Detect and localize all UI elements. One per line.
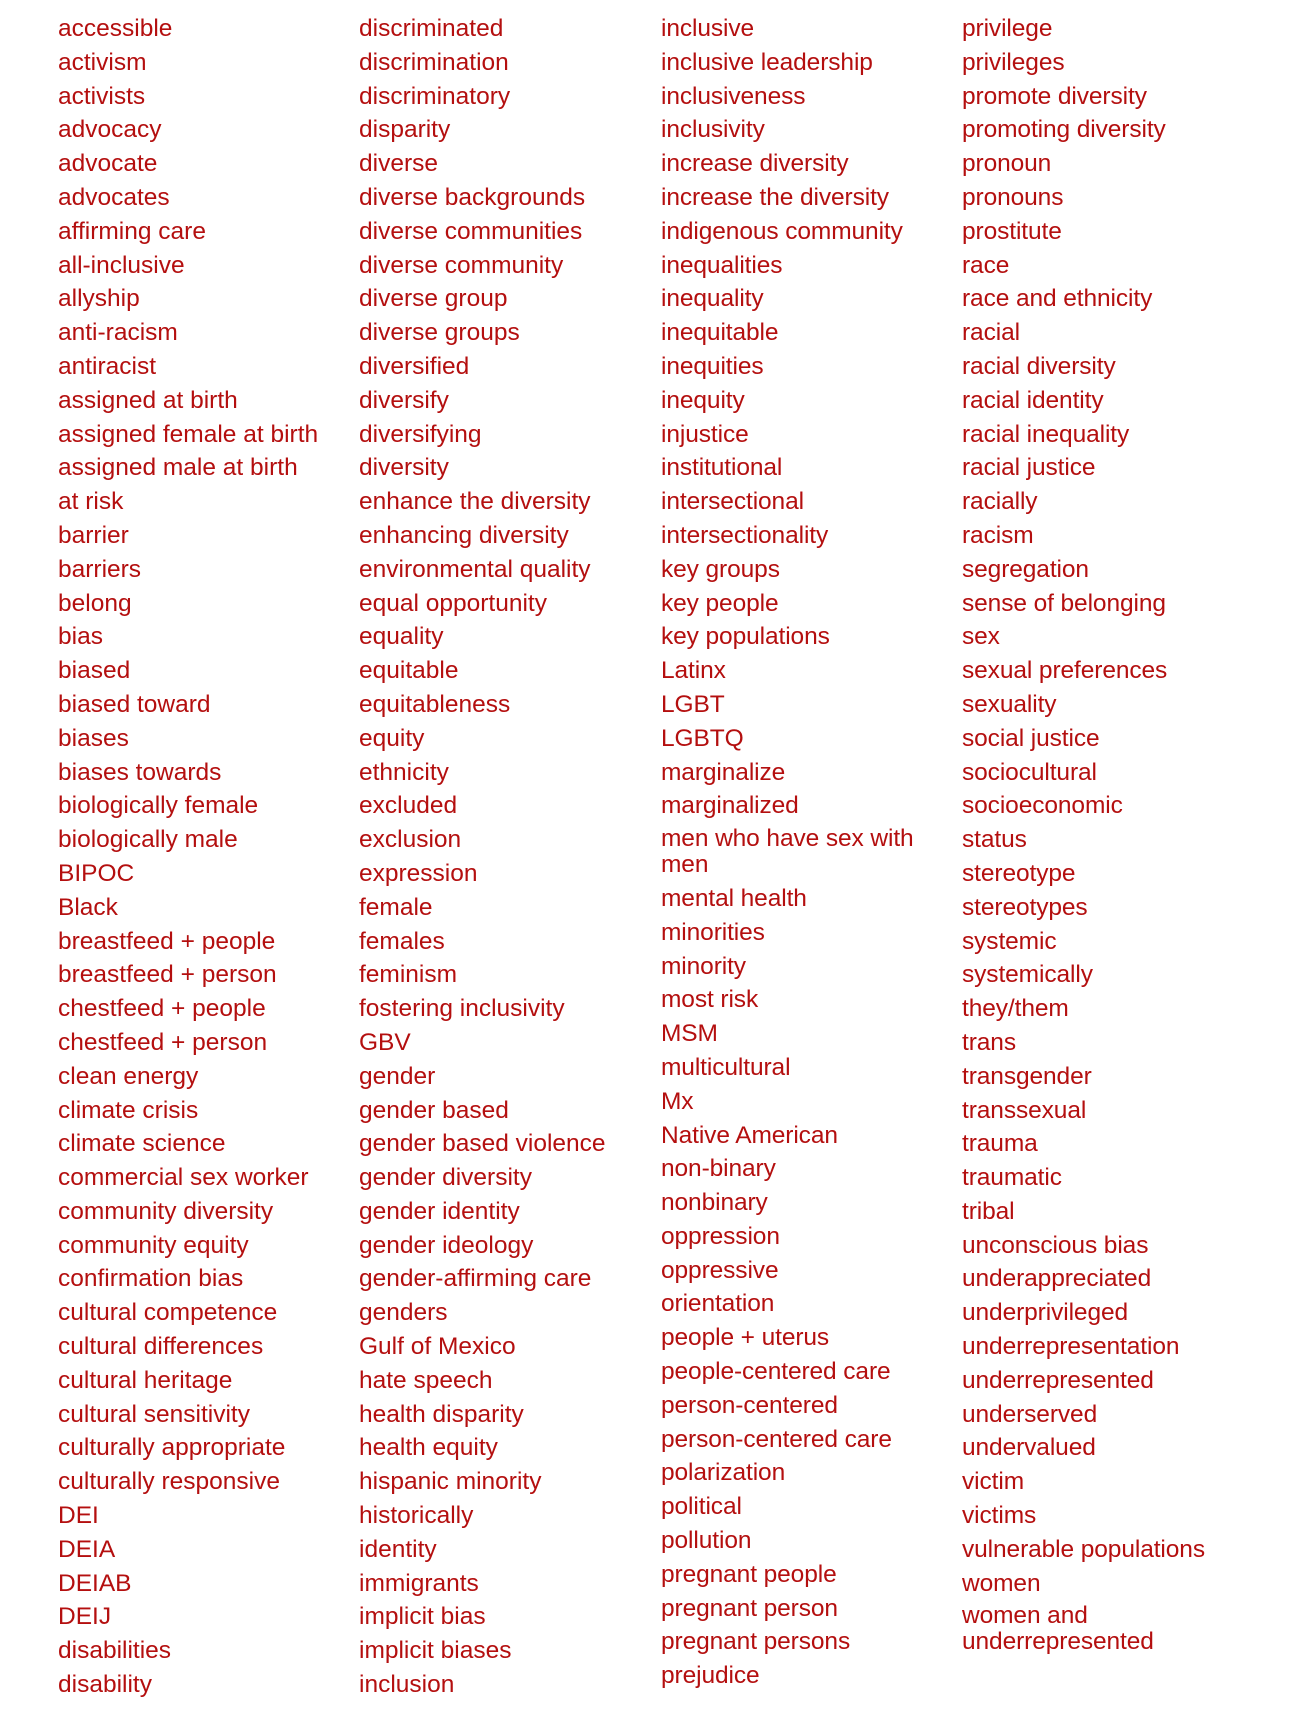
word-item: climate science bbox=[58, 1130, 226, 1158]
word-item: socioeconomic bbox=[962, 792, 1123, 820]
word-item: DEIAB bbox=[58, 1569, 132, 1597]
word-item: prejudice bbox=[661, 1662, 760, 1690]
word-item: segregation bbox=[962, 555, 1089, 583]
word-item: enhancing diversity bbox=[359, 521, 569, 549]
word-item: activists bbox=[58, 82, 146, 110]
word-item: diversify bbox=[359, 386, 449, 414]
word-item: sexuality bbox=[962, 690, 1057, 718]
word-item: assigned female at birth bbox=[58, 420, 319, 448]
word-item: exclusion bbox=[359, 826, 462, 854]
word-item: MSM bbox=[661, 1020, 718, 1048]
word-item: Native American bbox=[661, 1121, 838, 1149]
word-item: inequity bbox=[661, 386, 745, 414]
word-item: equality bbox=[359, 623, 444, 651]
word-item: diversified bbox=[359, 352, 470, 380]
word-item: minority bbox=[661, 952, 746, 980]
word-item: increase diversity bbox=[661, 150, 849, 178]
word-item: at risk bbox=[58, 488, 124, 516]
word-item: Gulf of Mexico bbox=[359, 1333, 516, 1361]
word-item: polarization bbox=[661, 1459, 786, 1487]
word-item: indigenous community bbox=[661, 217, 903, 245]
word-item: intersectional bbox=[661, 488, 804, 516]
word-item: marginalize bbox=[661, 758, 786, 786]
word-item: commercial sex worker bbox=[58, 1164, 309, 1192]
word-item: GBV bbox=[359, 1028, 411, 1056]
word-item: privileges bbox=[962, 48, 1065, 76]
word-item: gender ideology bbox=[359, 1231, 534, 1259]
word-item: antiracist bbox=[58, 352, 157, 380]
word-item: pregnant people bbox=[661, 1560, 837, 1588]
word-item: discriminated bbox=[359, 15, 504, 42]
word-item: disability bbox=[58, 1671, 152, 1699]
word-item: implicit biases bbox=[359, 1637, 512, 1665]
word-item: diverse group bbox=[359, 285, 508, 313]
word-item: culturally appropriate bbox=[58, 1434, 286, 1462]
word-item: diverse bbox=[359, 150, 438, 178]
word-item: belong bbox=[58, 589, 132, 617]
word-item: discrimination bbox=[359, 48, 509, 76]
word-item: barrier bbox=[58, 521, 129, 549]
word-item: breastfeed + person bbox=[58, 961, 277, 989]
word-item: biased toward bbox=[58, 690, 211, 718]
word-item: promote diversity bbox=[962, 82, 1147, 110]
word-item: fostering inclusivity bbox=[359, 995, 565, 1023]
word-item: sexual preferences bbox=[962, 657, 1168, 685]
word-item: multicultural bbox=[661, 1053, 791, 1081]
word-item: status bbox=[962, 826, 1027, 854]
word-item: pregnant persons bbox=[661, 1628, 851, 1656]
word-item: diverse community bbox=[359, 251, 564, 279]
word-item: social justice bbox=[962, 724, 1100, 752]
word-item: underappreciated bbox=[962, 1265, 1152, 1293]
word-item: people + uterus bbox=[661, 1324, 830, 1352]
word-item: victims bbox=[962, 1502, 1037, 1530]
word-item: all-inclusive bbox=[58, 251, 185, 279]
word-item: cultural sensitivity bbox=[58, 1400, 250, 1428]
word-item: transgender bbox=[962, 1062, 1092, 1090]
word-item: marginalized bbox=[661, 792, 799, 820]
word-item: undervalued bbox=[962, 1434, 1096, 1462]
word-item: privilege bbox=[962, 15, 1053, 42]
word-item: diversity bbox=[359, 454, 449, 482]
word-column-1 bbox=[58, 15, 359, 1705]
word-item: feminism bbox=[359, 961, 458, 989]
word-item: implicit bias bbox=[359, 1603, 486, 1631]
word-item: cultural competence bbox=[58, 1299, 278, 1327]
word-item: sense of belonging bbox=[962, 589, 1166, 617]
word-item: gender based bbox=[359, 1096, 509, 1124]
word-item: LGBT bbox=[661, 690, 725, 718]
word-item: injustice bbox=[661, 420, 749, 448]
word-item: advocate bbox=[58, 150, 158, 178]
word-column-4 bbox=[962, 15, 1262, 1705]
word-item: traumatic bbox=[962, 1164, 1062, 1192]
word-item: sociocultural bbox=[962, 758, 1097, 786]
word-item: stereotype bbox=[962, 859, 1076, 887]
word-item: pollution bbox=[661, 1527, 752, 1555]
word-item: climate crisis bbox=[58, 1096, 199, 1124]
word-item: assigned male at birth bbox=[58, 454, 298, 482]
word-item: racial inequality bbox=[962, 420, 1130, 448]
word-item: political bbox=[661, 1493, 742, 1521]
word-item: intersectionality bbox=[661, 521, 829, 549]
word-item: Latinx bbox=[661, 657, 726, 685]
word-item: tribal bbox=[962, 1197, 1015, 1225]
word-item: advocacy bbox=[58, 116, 162, 144]
word-item: diverse groups bbox=[359, 319, 520, 347]
word-item: unconscious bias bbox=[962, 1231, 1149, 1259]
word-item: gender based violence bbox=[359, 1130, 606, 1158]
word-item: cultural heritage bbox=[58, 1366, 233, 1394]
word-item: female bbox=[359, 893, 433, 921]
word-item: inclusiveness bbox=[661, 82, 806, 110]
word-item: excluded bbox=[359, 792, 458, 820]
word-item: prostitute bbox=[962, 217, 1062, 245]
word-item: biased bbox=[58, 657, 131, 685]
word-item: culturally responsive bbox=[58, 1468, 280, 1496]
word-item: increase the diversity bbox=[661, 183, 889, 211]
word-item: enhance the diversity bbox=[359, 488, 591, 516]
word-item: inequality bbox=[661, 285, 764, 313]
word-item: advocates bbox=[58, 183, 170, 211]
word-item: minorities bbox=[661, 918, 765, 946]
word-item: systemically bbox=[962, 961, 1093, 989]
word-item: immigrants bbox=[359, 1569, 479, 1597]
word-item: people-centered care bbox=[661, 1358, 891, 1386]
word-item: trauma bbox=[962, 1130, 1038, 1158]
word-item: institutional bbox=[661, 454, 783, 482]
word-item: equity bbox=[359, 724, 425, 752]
word-item: oppressive bbox=[661, 1256, 779, 1284]
word-item: chestfeed + people bbox=[58, 995, 266, 1023]
word-item: biologically female bbox=[58, 792, 259, 820]
word-item: health equity bbox=[359, 1434, 498, 1462]
word-item: expression bbox=[359, 859, 478, 887]
word-item: genders bbox=[359, 1299, 448, 1327]
word-item: inclusive leadership bbox=[661, 48, 873, 76]
word-item: DEIA bbox=[58, 1535, 116, 1563]
word-item: racism bbox=[962, 521, 1034, 549]
word-item: allyship bbox=[58, 285, 140, 313]
word-item: confirmation bias bbox=[58, 1265, 244, 1293]
word-column-2 bbox=[359, 15, 661, 1705]
word-item: gender identity bbox=[359, 1197, 520, 1225]
word-item: discriminatory bbox=[359, 82, 511, 110]
word-item: diverse backgrounds bbox=[359, 183, 586, 211]
word-item: biases towards bbox=[58, 758, 222, 786]
word-item: most risk bbox=[661, 986, 759, 1014]
word-item: key people bbox=[661, 589, 779, 617]
word-item: trans bbox=[962, 1028, 1016, 1056]
word-item: racial diversity bbox=[962, 352, 1116, 380]
word-column-3 bbox=[661, 15, 962, 1705]
word-item: diversifying bbox=[359, 420, 482, 448]
word-item: underrepresented bbox=[962, 1366, 1154, 1394]
word-item: underprivileged bbox=[962, 1299, 1129, 1327]
word-item: inequalities bbox=[661, 251, 783, 279]
word-item: barriers bbox=[58, 555, 142, 583]
word-item: pronouns bbox=[962, 183, 1064, 211]
word-item: accessible bbox=[58, 15, 173, 42]
word-item: DEI bbox=[58, 1502, 99, 1530]
word-item: they/them bbox=[962, 995, 1069, 1023]
word-item: women and underrepresented bbox=[962, 1602, 1154, 1656]
word-item: hate speech bbox=[359, 1366, 493, 1394]
word-item: stereotypes bbox=[962, 893, 1088, 921]
word-item: oppression bbox=[661, 1222, 780, 1250]
word-item: racially bbox=[962, 488, 1038, 516]
word-item: Mx bbox=[661, 1087, 694, 1115]
word-item: key populations bbox=[661, 623, 830, 651]
word-item: breastfeed + people bbox=[58, 927, 276, 955]
word-item: person-centered bbox=[661, 1391, 838, 1419]
word-item: equitable bbox=[359, 657, 459, 685]
word-item: equal opportunity bbox=[359, 589, 547, 617]
word-item: Black bbox=[58, 893, 118, 921]
word-item: underrepresentation bbox=[962, 1333, 1180, 1361]
word-item: women bbox=[962, 1569, 1041, 1597]
word-item: BIPOC bbox=[58, 859, 135, 887]
word-item: LGBTQ bbox=[661, 724, 744, 752]
word-item: health disparity bbox=[359, 1400, 524, 1428]
word-item: pregnant person bbox=[661, 1594, 838, 1622]
word-item: racial identity bbox=[962, 386, 1104, 414]
word-item: females bbox=[359, 927, 445, 955]
word-item: racial justice bbox=[962, 454, 1096, 482]
word-item: bias bbox=[58, 623, 103, 651]
word-item: gender-affirming care bbox=[359, 1265, 592, 1293]
word-item: key groups bbox=[661, 555, 780, 583]
word-item: disabilities bbox=[58, 1637, 172, 1665]
word-item: promoting diversity bbox=[962, 116, 1166, 144]
word-item: community equity bbox=[58, 1231, 249, 1259]
word-item: person-centered care bbox=[661, 1425, 892, 1453]
word-item: mental health bbox=[661, 884, 807, 912]
word-item: non-binary bbox=[661, 1155, 776, 1183]
word-item: gender diversity bbox=[359, 1164, 532, 1192]
word-item: nonbinary bbox=[661, 1189, 768, 1217]
word-item: identity bbox=[359, 1535, 437, 1563]
word-item: historically bbox=[359, 1502, 474, 1530]
word-item: inequities bbox=[661, 352, 764, 380]
word-item: gender bbox=[359, 1062, 436, 1090]
word-item: assigned at birth bbox=[58, 386, 238, 414]
word-item: systemic bbox=[962, 927, 1057, 955]
word-item: inclusive bbox=[661, 15, 755, 42]
word-item: affirming care bbox=[58, 217, 206, 245]
word-item: hispanic minority bbox=[359, 1468, 542, 1496]
word-item: orientation bbox=[661, 1290, 775, 1318]
word-item: biologically male bbox=[58, 826, 238, 854]
word-item: cultural differences bbox=[58, 1333, 264, 1361]
word-item: diverse communities bbox=[359, 217, 583, 245]
word-item: racial bbox=[962, 319, 1020, 347]
word-item: ethnicity bbox=[359, 758, 449, 786]
word-item: victim bbox=[962, 1468, 1025, 1496]
word-item: chestfeed + person bbox=[58, 1028, 268, 1056]
word-item: pronoun bbox=[962, 150, 1052, 178]
word-item: activism bbox=[58, 48, 147, 76]
word-item: men who have sex with men bbox=[661, 825, 914, 879]
word-item: DEIJ bbox=[58, 1603, 112, 1631]
word-item: inequitable bbox=[661, 319, 779, 347]
word-item: equitableness bbox=[359, 690, 511, 718]
word-item: vulnerable populations bbox=[962, 1535, 1205, 1563]
word-item: race bbox=[962, 251, 1010, 279]
word-item: disparity bbox=[359, 116, 451, 144]
word-item: inclusion bbox=[359, 1671, 455, 1699]
word-item: environmental quality bbox=[359, 555, 591, 583]
word-item: anti-racism bbox=[58, 319, 178, 347]
word-item: inclusivity bbox=[661, 116, 765, 144]
word-item: clean energy bbox=[58, 1062, 199, 1090]
word-item: race and ethnicity bbox=[962, 285, 1153, 313]
word-item: community diversity bbox=[58, 1197, 274, 1225]
word-item: sex bbox=[962, 623, 1000, 651]
word-item: transsexual bbox=[962, 1096, 1087, 1124]
word-item: underserved bbox=[962, 1400, 1098, 1428]
word-item: biases bbox=[58, 724, 129, 752]
